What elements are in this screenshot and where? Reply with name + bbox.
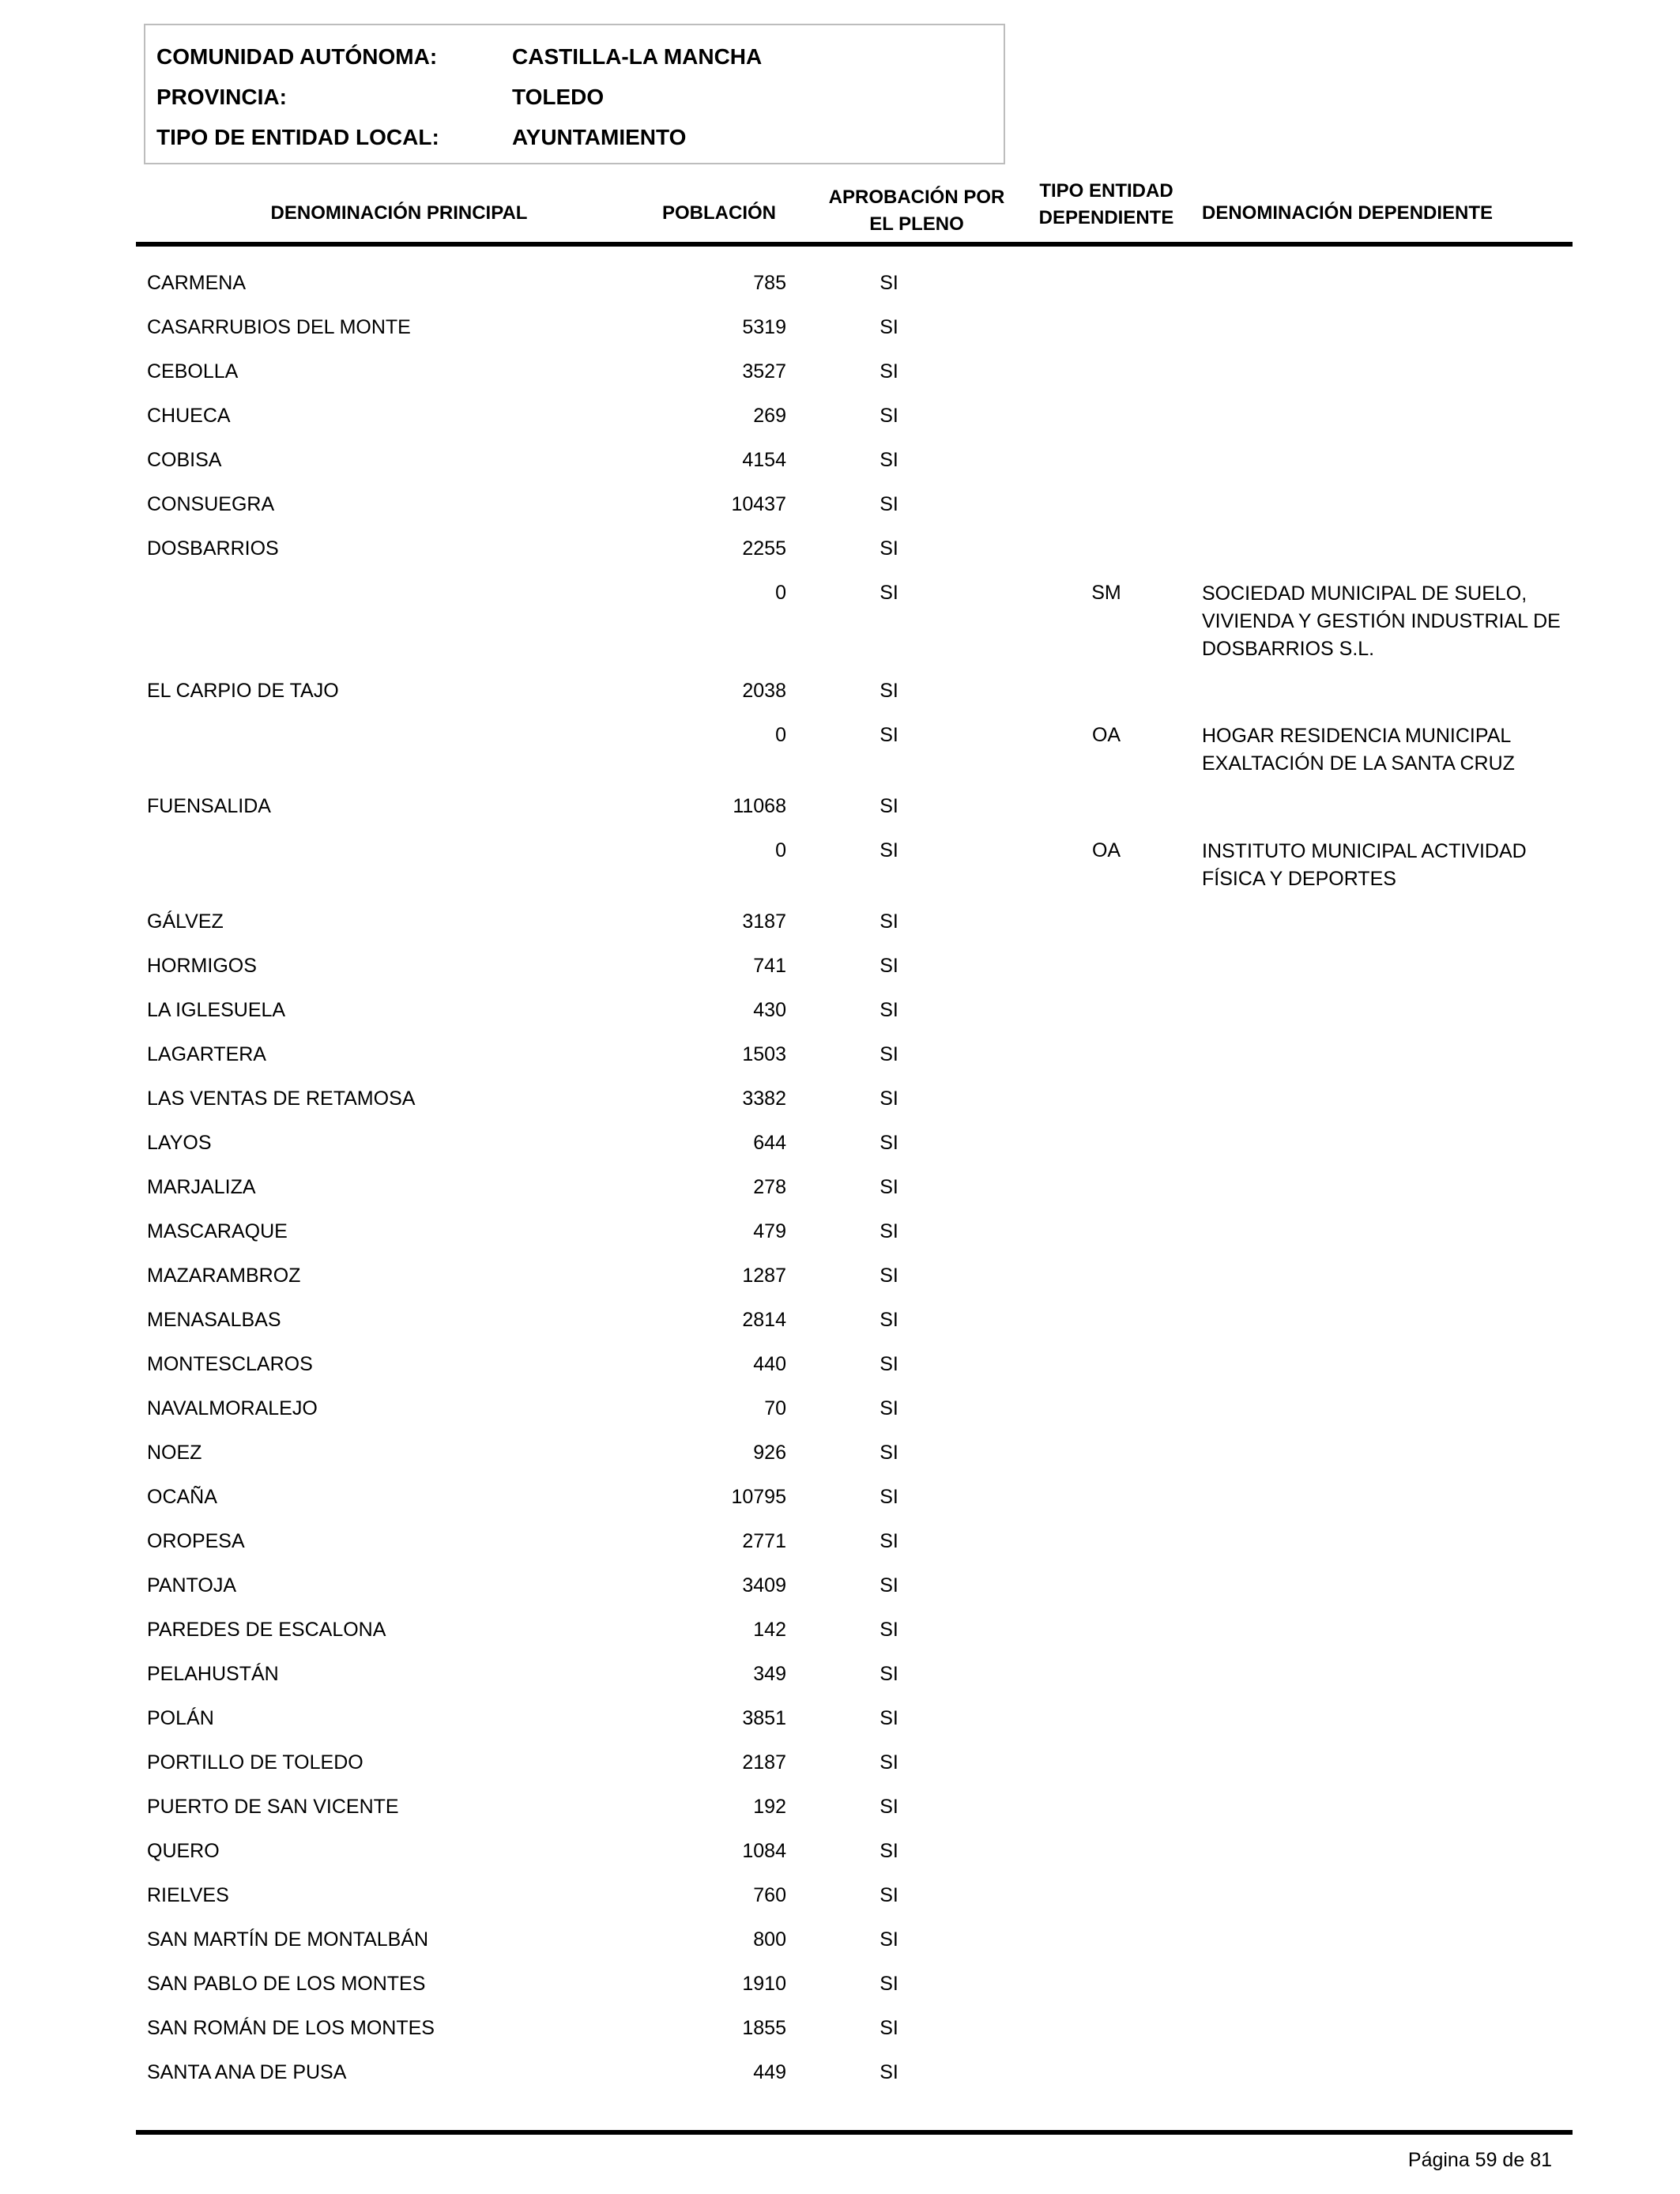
cell-tipo-entidad: OA (1091, 839, 1121, 861)
table-row (0, 1076, 1680, 1121)
cell-aprobacion: SI (880, 1265, 898, 1287)
table-row (0, 438, 1680, 482)
cell-poblacion: 2187 (742, 1751, 786, 1774)
cell-denominacion: MARJALIZA (147, 1176, 256, 1198)
footer-rule (136, 2130, 1573, 2135)
cell-tipo-entidad (1059, 261, 1154, 305)
entity-table (0, 261, 1680, 2094)
cell-denominacion: SANTA ANA DE PUSA (147, 2061, 347, 2083)
cell-denominacion: SAN PABLO DE LOS MONTES (147, 1973, 426, 1995)
table-row (0, 1165, 1680, 1209)
cell-aprobacion: SI (880, 1530, 898, 1552)
table-row (0, 784, 1680, 828)
cell-denominacion: CARMENA (147, 272, 247, 294)
cell-denominacion: PUERTO DE SAN VICENTE (147, 1796, 399, 1818)
cell-denominacion: OCAÑA (147, 1486, 217, 1508)
cell-aprobacion: SI (880, 910, 898, 933)
cell-denominacion: DOSBARRIOS (147, 537, 279, 560)
cell-denominacion: LA IGLESUELA (147, 999, 286, 1021)
cell-poblacion: 2771 (742, 1530, 786, 1552)
cell-denominacion: CHUECA (147, 405, 231, 427)
cell-denominacion: PANTOJA (147, 1574, 236, 1596)
cell-aprobacion: SI (880, 2017, 898, 2039)
cell-poblacion: 440 (753, 1353, 786, 1375)
table-row (0, 1652, 1680, 1696)
cell-denominacion: PELAHUSTÁN (147, 1663, 279, 1685)
cell-aprobacion: SI (880, 537, 898, 560)
cell-aprobacion: SI (880, 1088, 898, 1110)
cell-tipo-entidad (1059, 1962, 1154, 2006)
table-row (0, 349, 1680, 394)
cell-denominacion: PORTILLO DE TOLEDO (147, 1751, 363, 1774)
provincia-value: TOLEDO (512, 85, 605, 109)
col-denominacion-dependiente: DENOMINACIÓN DEPENDIENTE (1202, 202, 1494, 224)
cell-poblacion: 349 (753, 1663, 786, 1685)
cell-aprobacion: SI (880, 839, 898, 861)
cell-poblacion: 0 (775, 839, 786, 861)
cell-denominacion: MAZARAMBROZ (147, 1265, 301, 1287)
cell-poblacion: 1084 (742, 1840, 786, 1862)
cell-tipo-entidad (1059, 1696, 1154, 1740)
cell-tipo-entidad (1059, 1076, 1154, 1121)
cell-tipo-entidad (1059, 1475, 1154, 1519)
cell-poblacion: 142 (753, 1619, 786, 1641)
cell-denominacion: GÁLVEZ (147, 910, 224, 933)
table-row (0, 1962, 1680, 2006)
table-row (0, 988, 1680, 1032)
cell-poblacion: 926 (753, 1442, 786, 1464)
cell-poblacion: 2038 (742, 680, 786, 702)
cell-aprobacion: SI (880, 1397, 898, 1419)
cell-aprobacion: SI (880, 272, 898, 294)
cell-tipo-entidad (1059, 1121, 1154, 1165)
cell-tipo-entidad (1059, 944, 1154, 988)
cell-poblacion: 741 (753, 955, 786, 977)
cell-aprobacion: SI (880, 680, 898, 702)
cell-poblacion: 278 (753, 1176, 786, 1198)
table-row (0, 394, 1680, 438)
cell-poblacion: 3851 (742, 1707, 786, 1729)
cell-poblacion: 644 (753, 1132, 786, 1154)
cell-denominacion: POLÁN (147, 1707, 214, 1729)
cell-denominacion-dependiente: INSTITUTO MUNICIPAL ACTIVIDAD FÍSICA Y DEPORTES (1202, 840, 1527, 890)
table-row (0, 2006, 1680, 2050)
cell-denominacion: CASARRUBIOS DEL MONTE (147, 316, 411, 338)
cell-tipo-entidad (1059, 526, 1154, 571)
table-row (0, 1917, 1680, 1962)
cell-denominacion: COBISA (147, 449, 222, 471)
tipo-entidad-label: TIPO DE ENTIDAD LOCAL: (156, 125, 439, 149)
cell-tipo-entidad (1059, 1563, 1154, 1608)
header-rule (136, 242, 1573, 247)
comunidad-label: COMUNIDAD AUTÓNOMA: (156, 44, 438, 69)
cell-aprobacion: SI (880, 493, 898, 515)
table-row (0, 1785, 1680, 1829)
cell-aprobacion: SI (880, 999, 898, 1021)
cell-tipo-entidad: SM (1091, 582, 1121, 604)
cell-denominacion-dependiente: SOCIEDAD MUNICIPAL DE SUELO, VIVIENDA Y GESTIÓN INDUSTRIAL DE DOSBARRIOS S.L. (1202, 582, 1561, 660)
cell-denominacion: MENASALBAS (147, 1309, 281, 1331)
table-row (0, 1829, 1680, 1873)
cell-tipo-entidad (1059, 1608, 1154, 1652)
cell-tipo-entidad (1059, 1740, 1154, 1785)
cell-poblacion: 1910 (742, 1973, 786, 1995)
cell-aprobacion: SI (880, 405, 898, 427)
cell-tipo-entidad (1059, 1873, 1154, 1917)
cell-tipo-entidad (1059, 1386, 1154, 1431)
provincia-label: PROVINCIA: (156, 85, 287, 109)
cell-tipo-entidad (1059, 1431, 1154, 1475)
cell-tipo-entidad (1059, 1519, 1154, 1563)
cell-aprobacion: SI (880, 1707, 898, 1729)
table-row (0, 1342, 1680, 1386)
cell-poblacion: 3527 (742, 360, 786, 383)
cell-poblacion: 479 (753, 1220, 786, 1242)
table-row (0, 1740, 1680, 1785)
col-aprobacion-pleno: APROBACIÓN POR EL PLENO (828, 187, 1005, 235)
table-row (0, 1519, 1680, 1563)
entity-header-box (144, 24, 1005, 164)
cell-tipo-entidad (1059, 482, 1154, 526)
cell-aprobacion: SI (880, 1353, 898, 1375)
cell-aprobacion: SI (880, 1176, 898, 1198)
cell-tipo-entidad (1059, 1298, 1154, 1342)
table-row (0, 526, 1680, 571)
cell-tipo-entidad (1059, 349, 1154, 394)
cell-poblacion: 4154 (742, 449, 786, 471)
cell-denominacion: FUENSALIDA (147, 795, 271, 817)
cell-tipo-entidad (1059, 669, 1154, 713)
cell-poblacion: 70 (764, 1397, 786, 1419)
cell-poblacion: 2814 (742, 1309, 786, 1331)
cell-aprobacion: SI (880, 724, 898, 746)
table-row (0, 1696, 1680, 1740)
cell-aprobacion: SI (880, 1663, 898, 1685)
cell-denominacion: OROPESA (147, 1530, 245, 1552)
cell-aprobacion: SI (880, 1486, 898, 1508)
cell-poblacion: 3187 (742, 910, 786, 933)
cell-denominacion: NOEZ (147, 1442, 202, 1464)
cell-poblacion: 2255 (742, 537, 786, 560)
cell-aprobacion: SI (880, 795, 898, 817)
cell-poblacion: 10437 (731, 493, 786, 515)
cell-poblacion: 800 (753, 1928, 786, 1951)
cell-poblacion: 430 (753, 999, 786, 1021)
cell-aprobacion: SI (880, 1442, 898, 1464)
comunidad-value: CASTILLA-LA MANCHA (512, 44, 763, 69)
cell-tipo-entidad (1059, 438, 1154, 482)
cell-aprobacion: SI (880, 1309, 898, 1331)
cell-tipo-entidad (1059, 394, 1154, 438)
cell-poblacion: 5319 (742, 316, 786, 338)
cell-poblacion: 269 (753, 405, 786, 427)
cell-denominacion: CONSUEGRA (147, 493, 275, 515)
table-row (0, 1608, 1680, 1652)
cell-denominacion: MASCARAQUE (147, 1220, 288, 1242)
cell-aprobacion: SI (880, 1220, 898, 1242)
cell-denominacion: LAGARTERA (147, 1043, 266, 1065)
cell-poblacion: 11068 (733, 795, 786, 817)
cell-denominacion-dependiente: HOGAR RESIDENCIA MUNICIPAL EXALTACIÓN DE LA SANTA CRUZ (1202, 725, 1515, 775)
table-row (0, 1475, 1680, 1519)
cell-denominacion: LAS VENTAS DE RETAMOSA (147, 1088, 416, 1110)
cell-poblacion: 760 (753, 1884, 786, 1906)
cell-tipo-entidad (1059, 988, 1154, 1032)
cell-tipo-entidad (1059, 1342, 1154, 1386)
cell-poblacion: 10795 (731, 1486, 786, 1508)
table-row (0, 1386, 1680, 1431)
cell-aprobacion: SI (880, 2061, 898, 2083)
cell-tipo-entidad (1059, 1652, 1154, 1696)
cell-denominacion: NAVALMORALEJO (147, 1397, 318, 1419)
cell-tipo-entidad (1059, 2006, 1154, 2050)
cell-aprobacion: SI (880, 1796, 898, 1818)
table-row (0, 1121, 1680, 1165)
cell-aprobacion: SI (880, 1840, 898, 1862)
table-row (0, 899, 1680, 944)
cell-tipo-entidad (1059, 1253, 1154, 1298)
table-row (0, 305, 1680, 349)
cell-denominacion: EL CARPIO DE TAJO (147, 680, 339, 702)
cell-poblacion: 3382 (742, 1088, 786, 1110)
tipo-entidad-value: AYUNTAMIENTO (512, 125, 687, 149)
cell-poblacion: 1855 (742, 2017, 786, 2039)
cell-aprobacion: SI (880, 1884, 898, 1906)
table-row (0, 261, 1680, 305)
cell-tipo-entidad (1059, 1829, 1154, 1873)
cell-denominacion: LAYOS (147, 1132, 212, 1154)
cell-poblacion: 0 (775, 724, 786, 746)
cell-denominacion: RIELVES (147, 1884, 229, 1906)
table-row (0, 1253, 1680, 1298)
cell-aprobacion: SI (880, 955, 898, 977)
cell-poblacion: 1287 (742, 1265, 786, 1287)
cell-aprobacion: SI (880, 1132, 898, 1154)
cell-aprobacion: SI (880, 1751, 898, 1774)
cell-aprobacion: SI (880, 449, 898, 471)
page-number: Página 59 de 81 (1407, 2149, 1552, 2171)
cell-denominacion: SAN ROMÁN DE LOS MONTES (147, 2017, 435, 2039)
cell-denominacion: CEBOLLA (147, 360, 239, 383)
cell-tipo-entidad (1059, 899, 1154, 944)
cell-denominacion: MONTESCLAROS (147, 1353, 313, 1375)
cell-aprobacion: SI (880, 1574, 898, 1596)
cell-aprobacion: SI (880, 360, 898, 383)
table-row (0, 1563, 1680, 1608)
table-row (0, 669, 1680, 713)
cell-poblacion: 3409 (742, 1574, 786, 1596)
cell-tipo-entidad (1059, 1209, 1154, 1253)
cell-poblacion: 192 (753, 1796, 786, 1818)
col-poblacion: POBLACIÓN (662, 202, 776, 224)
cell-poblacion: 1503 (742, 1043, 786, 1065)
cell-tipo-entidad (1059, 1917, 1154, 1962)
table-row (0, 944, 1680, 988)
cell-tipo-entidad (1059, 2050, 1154, 2094)
col-denominacion-principal: DENOMINACIÓN PRINCIPAL (270, 202, 528, 224)
table-row (0, 1298, 1680, 1342)
cell-tipo-entidad: OA (1091, 724, 1121, 746)
cell-tipo-entidad (1059, 305, 1154, 349)
col-tipo-entidad-dependiente: TIPO ENTIDAD DEPENDIENTE (1038, 180, 1174, 228)
cell-poblacion: 449 (753, 2061, 786, 2083)
cell-poblacion: 0 (775, 582, 786, 604)
cell-poblacion: 785 (753, 272, 786, 294)
cell-denominacion: HORMIGOS (147, 955, 257, 977)
table-row (0, 2050, 1680, 2094)
table-row (0, 1209, 1680, 1253)
cell-denominacion: SAN MARTÍN DE MONTALBÁN (147, 1928, 429, 1951)
cell-tipo-entidad (1059, 1785, 1154, 1829)
cell-aprobacion: SI (880, 316, 898, 338)
table-row (0, 1873, 1680, 1917)
table-row (0, 1032, 1680, 1076)
cell-aprobacion: SI (880, 1619, 898, 1641)
cell-aprobacion: SI (880, 1043, 898, 1065)
cell-tipo-entidad (1059, 1032, 1154, 1076)
table-row (0, 571, 1680, 669)
table-row (0, 1431, 1680, 1475)
cell-tipo-entidad (1059, 784, 1154, 828)
cell-denominacion: PAREDES DE ESCALONA (147, 1619, 386, 1641)
cell-denominacion: QUERO (147, 1840, 220, 1862)
table-row (0, 713, 1680, 784)
cell-tipo-entidad (1059, 1165, 1154, 1209)
cell-aprobacion: SI (880, 1928, 898, 1951)
table-row (0, 482, 1680, 526)
cell-aprobacion: SI (880, 1973, 898, 1995)
cell-aprobacion: SI (880, 582, 898, 604)
table-row (0, 828, 1680, 899)
